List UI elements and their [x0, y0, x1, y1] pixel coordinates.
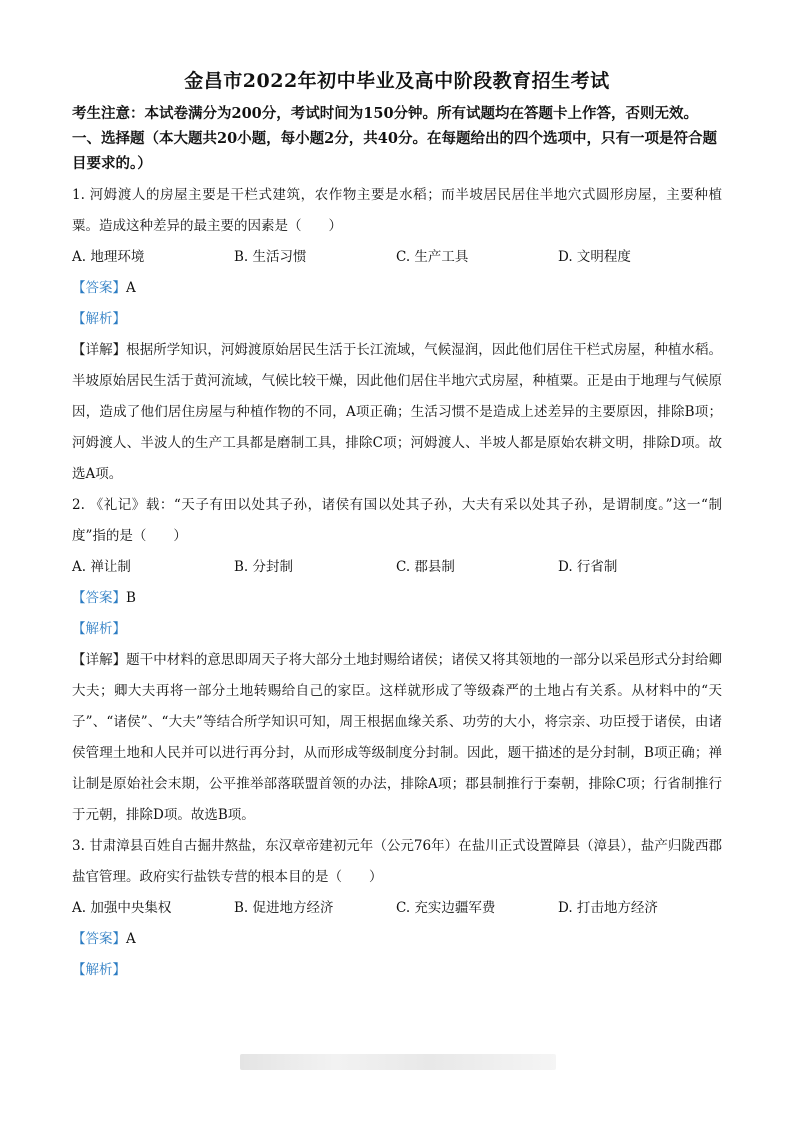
question-1 — [72, 180, 722, 490]
option-b: B. 生活习惯 — [234, 249, 307, 265]
analysis-tag: 【解析】 — [72, 621, 126, 637]
answer-tag: 【答案】 — [72, 931, 126, 947]
question-stem: 1. 河姆渡人的房屋主要是干栏式建筑，农作物主要是水稻；而半坡居民居住半地穴式圆形房屋，主要种植粟。造成这种差异的最主要的因素是（ ） — [72, 187, 722, 234]
option-c: C. 郡县制 — [396, 559, 455, 575]
option-list — [72, 242, 722, 273]
analysis-line — [72, 304, 722, 335]
answer-line — [72, 583, 722, 614]
question-stem: 3. 甘肃漳县百姓自古掘井熬盐，东汉章帝建初元年（公元76年）在盐川正式设置障县（漳县），盐产归陇西郡盐官管理。政府实行盐铁专营的根本目的是（ ） — [72, 838, 722, 885]
analysis-line — [72, 955, 722, 986]
exam-page — [72, 66, 722, 986]
option-b: B. 分封制 — [234, 559, 294, 575]
detail-tag: 【详解】 — [72, 342, 127, 358]
answer-value: B — [126, 590, 136, 606]
option-a: A. 加强中央集权 — [72, 900, 172, 916]
detail-tag: 【详解】 — [72, 652, 127, 668]
option-c: C. 生产工具 — [396, 249, 469, 265]
detail-paragraph — [72, 645, 722, 831]
section-heading: 一、选择题（本大题共20小题，每小题2分，共40分。在每题给出的四个选项中，只有一项是符合题目要求的。） — [72, 130, 717, 172]
option-c: C. 充实边疆军费 — [396, 900, 496, 916]
answer-value: A — [126, 931, 136, 947]
option-d: D. 打击地方经济 — [558, 900, 658, 916]
exam-title: 金昌市2022年初中毕业及高中阶段教育招生考试 — [184, 70, 610, 92]
question-2 — [72, 490, 722, 831]
answer-line — [72, 273, 722, 304]
option-b: B. 促进地方经济 — [234, 900, 334, 916]
blurred-footer-watermark — [240, 1054, 556, 1070]
option-list — [72, 893, 722, 924]
option-list — [72, 552, 722, 583]
answer-tag: 【答案】 — [72, 280, 126, 296]
option-d: D. 文明程度 — [558, 249, 631, 265]
analysis-line — [72, 614, 722, 645]
exam-notice: 考生注意：本试卷满分为200分，考试时间为150分钟。所有试题均在答题卡上作答，否则无效。 — [72, 105, 699, 122]
option-d: D. 行省制 — [558, 559, 618, 575]
analysis-tag: 【解析】 — [72, 311, 126, 327]
detail-text: 根据所学知识，河姆渡原始居民生活于长江流域，气候湿润，因此他们居住干栏式房屋，种植水稻。半坡原始居民生活于黄河流域，气候比较干燥，因此他们居住半地穴式房屋，种植粟。正是由于地理与气候原因，造成了他们居住房屋与种植作物的不同，A项正确；生活习惯不是造成上述差异的主要原因，排除B项；河姆渡人、半波人的生产工具都是磨制工具，排除C项；河姆渡人、半坡人都是原始农耕文明，排除D项。故选A项。 — [72, 342, 723, 482]
option-a: A. 禅让制 — [72, 559, 131, 575]
question-stem: 2. 《礼记》载：“天子有田以处其子孙，诸侯有国以处其子孙，大夫有采以处其子孙，是谓制度。”这一“制度”指的是（ ） — [72, 497, 722, 544]
analysis-tag: 【解析】 — [72, 962, 126, 978]
answer-value: A — [126, 280, 136, 296]
option-a: A. 地理环境 — [72, 249, 145, 265]
answer-line — [72, 924, 722, 955]
answer-tag: 【答案】 — [72, 590, 126, 606]
detail-text: 题干中材料的意思即周天子将大部分土地封赐给诸侯；诸侯又将其领地的一部分以采邑形式分封给卿大夫；卿大夫再将一部分土地转赐给自己的家臣。这样就形成了等级森严的土地占有关系。从材料中的“天子”、“诸侯”、“大夫”等结合所学知识可知，周王根据血缘关系、功劳的大小，将宗亲、功臣授于诸侯，由诸侯管理土地和人民并可以进行再分封，从而形成等级制度分封制。因此，题干描述的是分封制，B项正确；禅让制是原始社会末期，公平推举部落联盟首领的办法，排除A项；郡县制推行于秦朝，排除C项；行省制推行于元朝，排除D项。故选B项。 — [72, 652, 723, 823]
question-3 — [72, 831, 722, 986]
detail-paragraph — [72, 335, 722, 490]
